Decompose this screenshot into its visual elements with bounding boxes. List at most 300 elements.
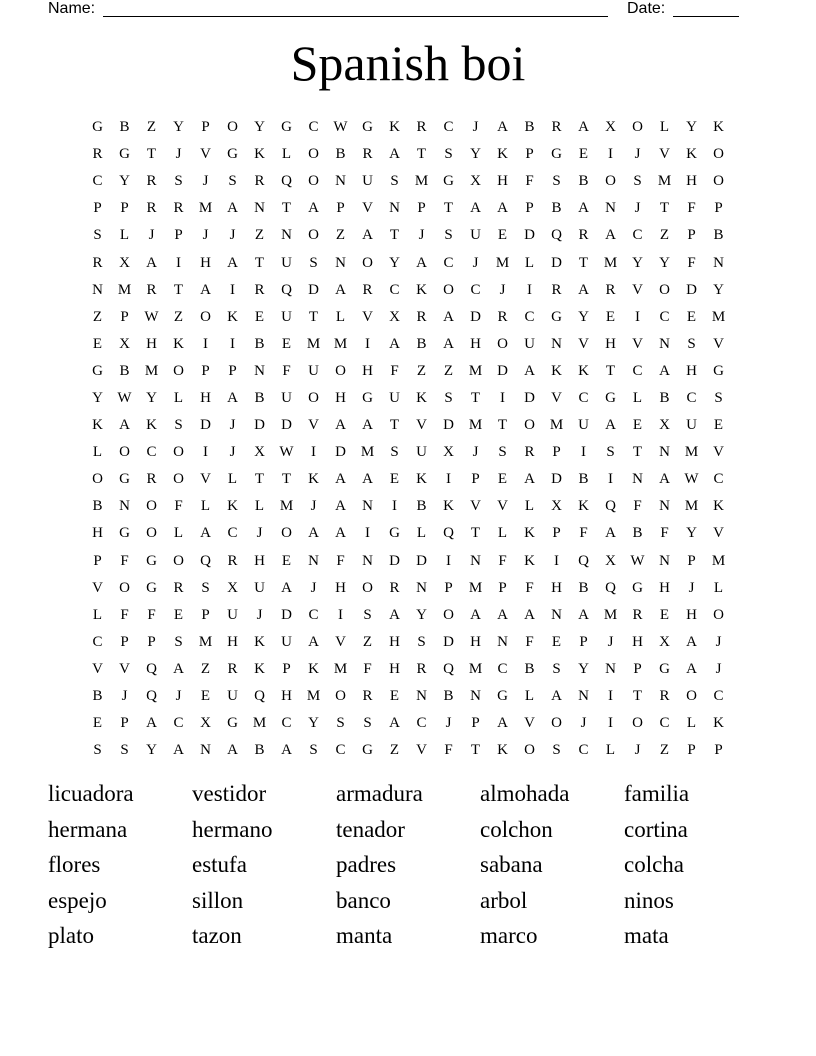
grid-letter: T — [254, 254, 265, 271]
grid-letter: O — [632, 715, 643, 732]
grid-letter: Q — [605, 498, 616, 515]
grid-letter: F — [444, 742, 453, 759]
grid-letter: P — [714, 742, 723, 759]
grid-letter: D — [281, 606, 292, 623]
grid-letter: J — [580, 715, 587, 732]
grid-letter: R — [254, 173, 265, 190]
grid-letter: A — [335, 281, 346, 298]
grid-letter: N — [416, 688, 427, 705]
grid-letter: T — [470, 742, 481, 759]
grid-letter: A — [146, 715, 157, 732]
grid-letter: E — [281, 335, 292, 352]
grid-letter: J — [229, 444, 236, 461]
grid-letter: O — [524, 742, 535, 759]
grid-letter: R — [173, 200, 184, 217]
grid-letter: A — [686, 660, 697, 677]
grid-letter: V — [416, 417, 427, 434]
grid-letter: F — [336, 552, 345, 569]
grid-letter: Z — [200, 660, 211, 677]
grid-letter: T — [281, 200, 292, 217]
grid-letter: K — [713, 119, 724, 136]
grid-letter: A — [335, 498, 346, 515]
grid-letter: A — [308, 525, 319, 542]
name-blank-line[interactable] — [103, 0, 608, 17]
grid-letter: C — [92, 173, 103, 190]
grid-letter: R — [659, 688, 670, 705]
grid-letter: U — [281, 633, 292, 650]
grid-letter: A — [497, 119, 508, 136]
grid-letter: D — [551, 254, 562, 271]
grid-letter: H — [362, 362, 373, 379]
grid-letter: S — [174, 417, 183, 434]
grid-letter: C — [632, 227, 643, 244]
grid-letter: G — [551, 146, 562, 163]
grid-letter: S — [444, 389, 453, 406]
grid-letter: Z — [92, 308, 103, 325]
grid-letter: D — [551, 471, 562, 488]
grid-letter: K — [416, 471, 427, 488]
grid-letter: M — [468, 417, 483, 434]
date-blank-line[interactable] — [673, 0, 739, 17]
grid-letter: C — [308, 606, 319, 623]
grid-letter: C — [578, 389, 589, 406]
grid-letter: R — [632, 606, 643, 623]
grid-letter: C — [173, 715, 184, 732]
grid-letter: R — [146, 173, 157, 190]
grid-letter: A — [200, 525, 211, 542]
grid-letter: N — [200, 742, 211, 759]
grid-letter: J — [148, 227, 155, 244]
grid-letter: S — [309, 254, 318, 271]
grid-letter: M — [279, 498, 294, 515]
grid-letter: Y — [173, 119, 184, 136]
grid-letter: V — [713, 335, 724, 352]
grid-letter: Q — [281, 173, 292, 190]
grid-letter: N — [605, 660, 616, 677]
grid-letter: B — [92, 498, 103, 515]
word-list-item: mata — [624, 923, 669, 948]
grid-letter: N — [281, 227, 292, 244]
grid-letter: J — [607, 633, 614, 650]
grid-letter: P — [228, 362, 237, 379]
grid-letter: P — [201, 362, 210, 379]
word-list-item: sabana — [480, 852, 543, 877]
grid-letter: M — [360, 444, 375, 461]
grid-letter: A — [497, 715, 508, 732]
grid-letter: N — [389, 200, 400, 217]
grid-letter: T — [659, 200, 670, 217]
grid-letter: X — [227, 579, 238, 596]
grid-letter: A — [497, 606, 508, 623]
grid-letter: H — [200, 254, 211, 271]
grid-letter: R — [227, 660, 238, 677]
grid-letter: V — [200, 471, 211, 488]
grid-letter: O — [173, 362, 184, 379]
grid-letter: O — [200, 308, 211, 325]
word-list-item: espejo — [48, 887, 107, 913]
grid-letter: A — [335, 471, 346, 488]
grid-letter: M — [333, 660, 348, 677]
grid-letter: R — [92, 254, 103, 271]
grid-letter: B — [713, 227, 724, 244]
grid-letter: T — [470, 389, 481, 406]
grid-letter: K — [713, 498, 724, 515]
grid-letter: K — [497, 742, 508, 759]
grid-letter: G — [92, 362, 103, 379]
grid-letter: D — [443, 633, 454, 650]
worksheet-header — [48, 0, 768, 20]
grid-letter: I — [500, 389, 505, 406]
grid-letter: S — [687, 335, 696, 352]
grid-letter: M — [603, 606, 618, 623]
grid-letter: U — [416, 444, 427, 461]
grid-letter: W — [333, 119, 348, 136]
grid-letter: J — [121, 688, 128, 705]
grid-letter: J — [229, 417, 236, 434]
grid-letter: P — [201, 119, 210, 136]
grid-letter: N — [470, 552, 481, 569]
grid-letter: E — [281, 552, 292, 569]
grid-letter: C — [146, 444, 157, 461]
grid-letter: Z — [416, 362, 427, 379]
grid-letter: P — [687, 227, 696, 244]
grid-letter: K — [254, 633, 265, 650]
grid-letter: J — [256, 525, 263, 542]
grid-letter: N — [308, 552, 319, 569]
word-list-item: colchon — [480, 816, 553, 842]
grid-letter: I — [338, 606, 343, 623]
grid-letter: S — [552, 660, 561, 677]
grid-letter: V — [713, 444, 724, 461]
grid-letter: H — [686, 362, 697, 379]
grid-letter: P — [417, 200, 426, 217]
word-list-item: licuadora — [48, 781, 134, 806]
grid-letter: R — [254, 281, 265, 298]
grid-letter: E — [497, 227, 508, 244]
grid-letter: N — [335, 254, 346, 271]
grid-letter: C — [443, 119, 454, 136]
grid-letter: L — [416, 525, 427, 542]
grid-letter: J — [175, 688, 182, 705]
grid-letter: O — [659, 281, 670, 298]
grid-letter: H — [389, 633, 400, 650]
grid-letter: J — [634, 200, 641, 217]
grid-letter: E — [254, 308, 265, 325]
word-list-item: hermana — [48, 816, 128, 842]
grid-letter: T — [146, 146, 157, 163]
grid-letter: G — [497, 688, 508, 705]
grid-letter: V — [92, 660, 103, 677]
word-list-item: manta — [336, 923, 393, 948]
grid-letter: X — [605, 552, 616, 569]
grid-letter: T — [497, 417, 508, 434]
grid-letter: C — [659, 715, 670, 732]
grid-letter: Y — [92, 389, 103, 406]
grid-letter: B — [254, 335, 265, 352]
grid-letter: A — [659, 362, 670, 379]
grid-letter: W — [684, 471, 699, 488]
grid-letter: B — [578, 579, 589, 596]
grid-letter: F — [579, 525, 588, 542]
grid-letter: E — [632, 417, 643, 434]
grid-letter: B — [119, 119, 130, 136]
grid-letter: I — [365, 335, 370, 352]
grid-letter: X — [443, 444, 454, 461]
grid-letter: H — [281, 688, 292, 705]
grid-letter: K — [92, 417, 103, 434]
grid-letter: A — [443, 308, 454, 325]
word-list-item: tenador — [336, 816, 405, 842]
grid-letter: I — [230, 281, 235, 298]
grid-letter: M — [711, 552, 726, 569]
grid-letter: E — [659, 606, 670, 623]
grid-letter: R — [362, 146, 373, 163]
grid-letter: K — [254, 660, 265, 677]
grid-letter: L — [227, 471, 238, 488]
grid-letter: P — [633, 660, 642, 677]
grid-letter: S — [174, 173, 183, 190]
grid-letter: B — [254, 389, 265, 406]
grid-letter: X — [200, 715, 211, 732]
grid-letter: Y — [146, 389, 157, 406]
grid-letter: D — [281, 417, 292, 434]
grid-letter: G — [281, 119, 292, 136]
grid-letter: L — [713, 579, 724, 596]
grid-letter: H — [551, 579, 562, 596]
grid-letter: F — [120, 552, 129, 569]
word-search-grid — [84, 114, 732, 764]
grid-letter: L — [524, 498, 535, 515]
grid-letter: B — [416, 498, 427, 515]
grid-letter: Y — [659, 254, 670, 271]
grid-letter: N — [659, 498, 670, 515]
grid-letter: G — [362, 742, 373, 759]
grid-letter: H — [227, 633, 238, 650]
grid-letter: T — [281, 471, 292, 488]
grid-letter: L — [632, 389, 643, 406]
grid-letter: A — [362, 471, 373, 488]
grid-letter: K — [524, 525, 535, 542]
grid-letter: F — [498, 552, 507, 569]
grid-letter: M — [117, 281, 132, 298]
grid-letter: Q — [443, 525, 454, 542]
grid-letter: C — [524, 308, 535, 325]
word-list-item: marco — [480, 923, 538, 948]
grid-letter: A — [605, 525, 616, 542]
grid-letter: L — [524, 254, 535, 271]
grid-letter: H — [335, 579, 346, 596]
grid-letter: S — [174, 633, 183, 650]
grid-letter: E — [92, 715, 103, 732]
grid-letter: U — [227, 606, 238, 623]
grid-letter: B — [524, 119, 535, 136]
grid-letter: J — [472, 254, 479, 271]
grid-letter: M — [711, 308, 726, 325]
grid-letter: C — [335, 742, 346, 759]
grid-letter: A — [227, 254, 238, 271]
grid-letter: G — [146, 579, 157, 596]
grid-letter: M — [468, 660, 483, 677]
grid-letter: O — [686, 688, 697, 705]
grid-letter: C — [470, 281, 481, 298]
grid-letter: O — [227, 119, 238, 136]
grid-letter: N — [551, 335, 562, 352]
grid-letter: A — [686, 633, 697, 650]
grid-letter: D — [497, 362, 508, 379]
grid-letter: A — [524, 606, 535, 623]
grid-letter: T — [632, 444, 643, 461]
grid-letter: M — [306, 335, 321, 352]
grid-letter: S — [363, 715, 372, 732]
grid-letter: T — [443, 200, 454, 217]
grid-letter: N — [578, 688, 589, 705]
grid-letter: J — [634, 146, 641, 163]
grid-letter: J — [445, 715, 452, 732]
grid-letter: J — [256, 606, 263, 623]
grid-letter: A — [389, 335, 400, 352]
grid-letter: L — [254, 498, 265, 515]
grid-letter: K — [146, 417, 157, 434]
word-list-item: colcha — [624, 852, 685, 877]
grid-letter: J — [634, 742, 641, 759]
grid-letter: L — [659, 119, 670, 136]
grid-letter: O — [335, 362, 346, 379]
grid-letter: Z — [659, 742, 670, 759]
grid-letter: G — [227, 146, 238, 163]
word-list-item: estufa — [192, 852, 247, 877]
grid-letter: I — [608, 471, 613, 488]
word-list-item: almohada — [480, 781, 570, 806]
grid-letter: U — [389, 389, 400, 406]
grid-letter: F — [687, 254, 696, 271]
grid-letter: S — [633, 173, 642, 190]
grid-letter: O — [308, 173, 319, 190]
grid-letter: U — [470, 227, 481, 244]
grid-letter: O — [173, 471, 184, 488]
grid-letter: Y — [632, 254, 643, 271]
grid-letter: P — [201, 606, 210, 623]
grid-letter: X — [254, 444, 265, 461]
grid-letter: A — [605, 227, 616, 244]
grid-letter: J — [175, 146, 182, 163]
grid-letter: E — [578, 146, 589, 163]
grid-letter: C — [416, 715, 427, 732]
grid-letter: C — [713, 471, 724, 488]
grid-letter: I — [527, 281, 532, 298]
word-list-item: armadura — [336, 781, 423, 806]
grid-letter: A — [524, 362, 535, 379]
grid-letter: T — [632, 688, 643, 705]
grid-letter: L — [173, 525, 184, 542]
grid-letter: N — [416, 579, 427, 596]
word-list-item: tazon — [192, 923, 242, 948]
grid-letter: K — [713, 715, 724, 732]
grid-letter: G — [119, 525, 130, 542]
grid-letter: T — [578, 254, 589, 271]
word-list-item: arbol — [480, 887, 528, 913]
grid-letter: R — [362, 688, 373, 705]
grid-letter: H — [470, 633, 481, 650]
grid-letter: R — [416, 119, 427, 136]
word-list — [48, 781, 768, 959]
grid-letter: G — [605, 389, 616, 406]
grid-letter: N — [254, 362, 265, 379]
grid-letter: N — [470, 688, 481, 705]
grid-letter: N — [497, 633, 508, 650]
grid-letter: G — [713, 362, 724, 379]
grid-letter: Q — [254, 688, 265, 705]
grid-letter: A — [389, 715, 400, 732]
word-list-item: sillon — [192, 887, 244, 913]
grid-letter: W — [630, 552, 645, 569]
grid-letter: I — [608, 146, 613, 163]
grid-letter: J — [310, 579, 317, 596]
grid-letter: A — [308, 633, 319, 650]
grid-letter: M — [468, 362, 483, 379]
grid-letter: E — [713, 417, 724, 434]
grid-letter: H — [632, 633, 643, 650]
grid-letter: X — [659, 633, 670, 650]
grid-letter: J — [418, 227, 425, 244]
grid-letter: V — [362, 308, 373, 325]
grid-letter: K — [551, 362, 562, 379]
grid-letter: M — [657, 173, 672, 190]
grid-letter: H — [146, 335, 157, 352]
grid-letter: Q — [578, 552, 589, 569]
grid-letter: A — [335, 525, 346, 542]
grid-letter: S — [93, 227, 102, 244]
grid-letter: O — [362, 579, 373, 596]
grid-letter: S — [714, 389, 723, 406]
grid-letter: V — [632, 335, 643, 352]
grid-letter: R — [551, 281, 562, 298]
grid-letter: E — [497, 471, 508, 488]
grid-letter: D — [308, 281, 319, 298]
grid-letter: N — [605, 200, 616, 217]
grid-letter: Z — [254, 227, 265, 244]
grid-letter: B — [254, 742, 265, 759]
grid-letter: W — [117, 389, 132, 406]
grid-letter: G — [632, 579, 643, 596]
grid-letter: M — [684, 498, 699, 515]
grid-letter: F — [282, 362, 291, 379]
grid-letter: J — [229, 227, 236, 244]
grid-letter: N — [551, 606, 562, 623]
grid-letter: O — [119, 444, 130, 461]
grid-letter: H — [686, 173, 697, 190]
grid-letter: M — [144, 362, 159, 379]
grid-letter: P — [498, 579, 507, 596]
word-list-item: vestidor — [192, 781, 267, 806]
grid-letter: Y — [578, 660, 589, 677]
grid-letter: T — [389, 227, 400, 244]
grid-letter: M — [198, 633, 213, 650]
grid-letter: F — [147, 606, 156, 623]
grid-letter: O — [632, 119, 643, 136]
grid-letter: E — [389, 471, 400, 488]
grid-letter: V — [578, 335, 589, 352]
grid-letter: S — [444, 227, 453, 244]
grid-letter: T — [605, 362, 616, 379]
grid-letter: N — [92, 281, 103, 298]
grid-letter: N — [362, 552, 373, 569]
grid-letter: A — [605, 417, 616, 434]
grid-letter: R — [92, 146, 103, 163]
grid-letter: X — [659, 417, 670, 434]
grid-letter: A — [578, 606, 589, 623]
grid-letter: Y — [686, 119, 697, 136]
grid-letter: O — [497, 335, 508, 352]
